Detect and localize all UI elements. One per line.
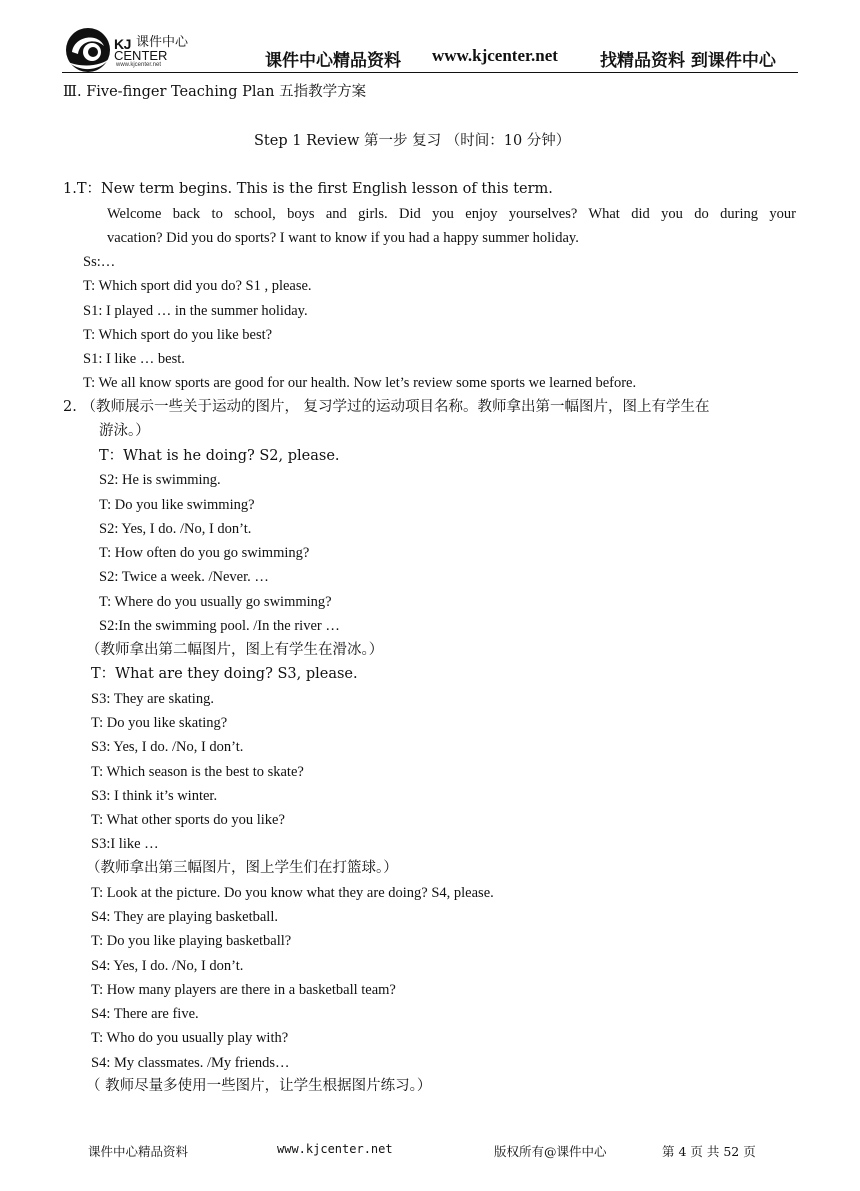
- header-center-text: 课件中心精品资料: [265, 51, 401, 71]
- text-line: （教师拿出第二幅图片，图上有学生在滑冰。）: [86, 642, 384, 658]
- text-line: T: Do you like swimming?: [99, 497, 255, 513]
- text-line: S4: There are five.: [91, 1006, 199, 1022]
- text-line: Ss:…: [83, 254, 116, 270]
- kjcenter-logo: [62, 22, 212, 78]
- text-line: S1: I like … best.: [83, 351, 185, 367]
- text-line: 1.T：New term begins. This is the first English lesson of this term.: [63, 181, 553, 197]
- text-line: Welcome back to school, boys and girls. Did you enjoy yourselves? What did you do during your: [107, 206, 796, 222]
- text-line: S2: Twice a week. /Never. …: [99, 569, 269, 585]
- text-line: T: Which sport did you do? S1 , please.: [83, 278, 312, 294]
- logo-chinese-text: 课件中心: [136, 35, 189, 50]
- text-line: S4: Yes, I do. /No, I don’t.: [91, 958, 244, 974]
- header-right-text: 找精品资料 到课件中心: [600, 51, 776, 71]
- step-title: Step 1 Review 第一步 复习 （时间：10 分钟）: [254, 133, 571, 149]
- text-line: 游泳。）: [99, 423, 150, 439]
- text-line: S2: He is swimming.: [99, 472, 221, 488]
- text-line: 2. （教师展示一些关于运动的图片， 复习学过的运动项目名称。教师拿出第一幅图片，图上有学生在: [63, 399, 710, 415]
- text-line: （教师拿出第三幅图片，图上学生们在打篮球。）: [86, 860, 398, 876]
- text-line: S2: Yes, I do. /No, I don’t.: [99, 521, 252, 537]
- text-line: （ 教师尽量多使用一些图片，让学生根据图片练习。）: [86, 1078, 432, 1094]
- text-line: T: Who do you usually play with?: [91, 1030, 289, 1046]
- text-line: T: What other sports do you like?: [91, 812, 285, 828]
- text-line: T: We all know sports are good for our health. Now let’s review some sports we learned before.: [83, 375, 637, 391]
- logo-url-text: www.kjcenter.net: [116, 62, 162, 68]
- text-line: T: Which season is the best to skate?: [91, 764, 304, 780]
- text-line: S1: I played … in the summer holiday.: [83, 303, 308, 319]
- footer-url-link[interactable]: www.kjcenter.net: [277, 1142, 393, 1156]
- text-line: S3: Yes, I do. /No, I don’t.: [91, 739, 244, 755]
- text-line: T: Do you like playing basketball?: [91, 933, 292, 949]
- footer-copyright: 版权所有@课件中心: [494, 1144, 607, 1159]
- text-line: S3:I like …: [91, 836, 159, 852]
- logo-kj-text: KJ: [114, 36, 131, 52]
- header-url-link[interactable]: www.kjcenter.net: [432, 46, 558, 65]
- text-line: T: How often do you go swimming?: [99, 545, 310, 561]
- text-line: T: Where do you usually go swimming?: [99, 594, 332, 610]
- header-divider: [62, 72, 798, 73]
- text-line: T: Which sport do you like best?: [83, 327, 273, 343]
- logo-swirl-icon: [62, 22, 118, 78]
- text-line: T: Do you like skating?: [91, 715, 228, 731]
- text-line: vacation? Did you do sports? I want to know if you had a happy summer holiday.: [107, 230, 579, 246]
- text-line: S3: I think it’s winter.: [91, 788, 218, 804]
- text-line: S3: They are skating.: [91, 691, 214, 707]
- footer-page-number: 第 4 页 共 52 页: [662, 1144, 756, 1159]
- text-line: T：What are they doing? S3, please.: [91, 666, 358, 682]
- logo-center-text: CENTER: [114, 48, 168, 63]
- text-line: T: How many players are there in a basketball team?: [91, 982, 396, 998]
- footer-left-text: 课件中心精品资料: [88, 1144, 189, 1159]
- text-line: S2:In the swimming pool. /In the river …: [99, 618, 340, 634]
- text-line: S4: My classmates. /My friends…: [91, 1055, 290, 1071]
- text-line: T：What is he doing? S2, please.: [99, 448, 340, 464]
- section-title: Ⅲ. Five-finger Teaching Plan 五指教学方案: [63, 84, 367, 100]
- text-line: S4: They are playing basketball.: [91, 909, 278, 925]
- page-header: [0, 0, 860, 78]
- text-line: T: Look at the picture. Do you know what they are doing? S4, please.: [91, 885, 494, 901]
